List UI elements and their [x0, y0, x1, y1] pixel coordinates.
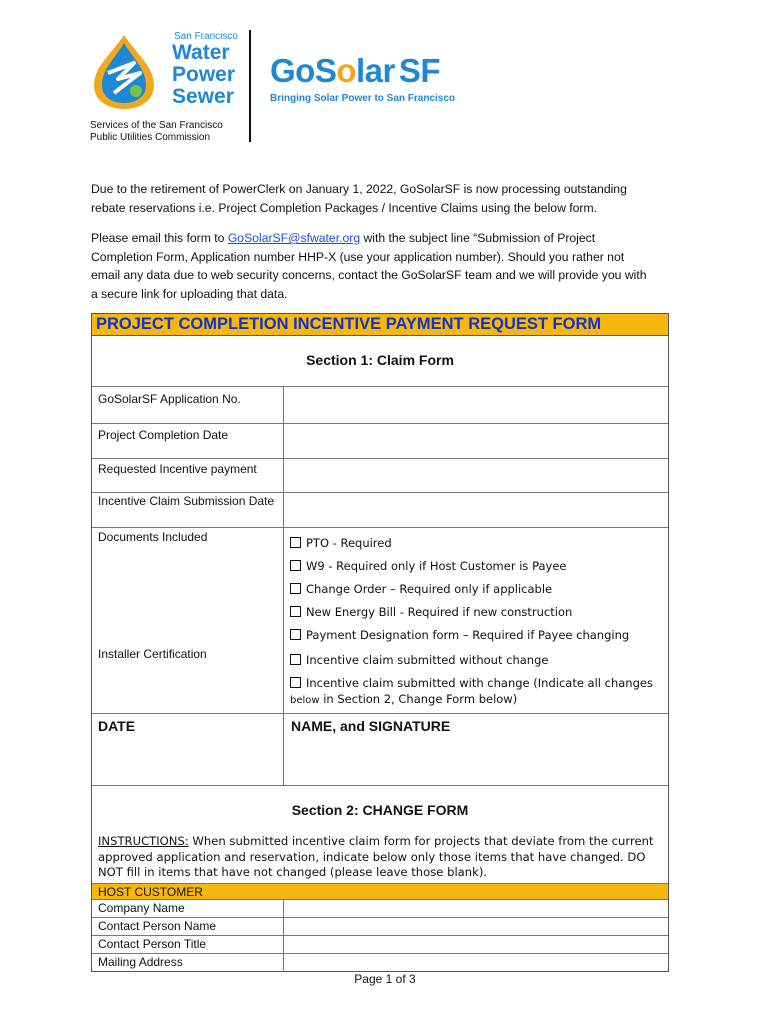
row-installer-certification [92, 645, 668, 714]
sfpuc-services-line1: Services of the San Francisco [90, 120, 223, 131]
date-label: DATE [98, 718, 136, 734]
gosolar-sf: SF [398, 52, 441, 89]
row-submission-date [92, 493, 668, 528]
input-submission-date[interactable] [284, 493, 668, 527]
email-link[interactable]: GoSolarSF@sfwater.org [227, 231, 361, 245]
gosolar-tagline: Bringing Solar Power to San Francisco [270, 93, 456, 104]
row-company-name [92, 900, 668, 918]
water-drop-icon [88, 33, 160, 111]
sfpuc-word-power: Power [172, 63, 236, 86]
intro-paragraph-2 [91, 229, 651, 303]
input-requested-payment[interactable] [284, 459, 668, 492]
input-name-signature[interactable] [284, 738, 668, 784]
row-requested-payment [92, 459, 668, 493]
checkbox-with-change[interactable] [290, 675, 653, 691]
gosolar-go: Go [270, 52, 315, 89]
gosolarsf-logo [270, 52, 440, 90]
section1-title: Section 1: Claim Form [306, 352, 454, 368]
checkbox-icon [290, 654, 301, 665]
cert-option2-small: below [290, 695, 320, 706]
label-documents-included: Documents Included [98, 530, 208, 544]
section1-title-row [92, 336, 668, 387]
row-completion-date [92, 424, 668, 459]
label-submission-date: Incentive Claim Submission Date [98, 494, 275, 508]
instructions-text: When submitted incentive claim form for projects that deviate from the current approved application and reservation, indicate below only those items that have changed. DO NOT fill in items that have not changed (please leave those blank). [98, 834, 654, 879]
cert-option2-line2: in Section 2, Change Form below) [319, 692, 518, 706]
row-application-no [92, 387, 668, 424]
form-title: PROJECT COMPLETION INCENTIVE PAYMENT REQUEST FORM [96, 315, 602, 333]
checkbox-icon [290, 560, 301, 571]
checkbox-icon [290, 606, 301, 617]
form-title-bar [92, 314, 668, 336]
completion-form [91, 313, 669, 972]
checkbox-new-energy-bill[interactable] [290, 604, 572, 620]
section2-title: Section 2: CHANGE FORM [291, 802, 469, 818]
label-application-no: GoSolarSF Application No. [98, 392, 241, 406]
row-contact-name [92, 918, 668, 936]
sfpuc-logo [88, 25, 248, 145]
checkbox-payment-designation[interactable] [290, 627, 629, 643]
row-mailing-address [92, 954, 668, 972]
gosolar-sun-o: o [336, 52, 357, 89]
page-number: Page 1 of 3 [354, 972, 416, 986]
host-customer-label: HOST CUSTOMER [98, 885, 203, 899]
change-form-instructions [98, 834, 664, 881]
input-application-no[interactable] [284, 387, 668, 423]
input-date[interactable] [92, 738, 282, 784]
input-company-name[interactable] [284, 900, 668, 917]
label-contact-name: Contact Person Name [98, 919, 217, 933]
input-contact-name[interactable] [284, 918, 668, 935]
cert-option2-continuation [290, 691, 517, 709]
checkbox-pto[interactable] [290, 535, 392, 551]
logo-divider [249, 30, 251, 142]
input-contact-title[interactable] [284, 936, 668, 953]
gosolar-s: S [314, 52, 337, 89]
sfpuc-services-line2: Public Utilities Commission [90, 132, 211, 143]
checkbox-icon [290, 677, 301, 688]
row-date-signature [92, 714, 668, 786]
checkbox-w9[interactable] [290, 558, 567, 574]
label-company-name: Company Name [98, 901, 185, 915]
name-signature-label: NAME, and SIGNATURE [291, 718, 451, 734]
label-contact-title: Contact Person Title [98, 937, 207, 951]
doc-pto-label: PTO - Required [306, 536, 392, 550]
label-installer-certification: Installer Certification [98, 647, 207, 661]
checkbox-change-order[interactable] [290, 581, 552, 597]
label-requested-payment: Requested Incentive payment [98, 462, 257, 476]
doc-new-energy-bill-label: New Energy Bill - Required if new construction [306, 605, 573, 619]
sfpuc-services-text [90, 120, 250, 144]
input-completion-date[interactable] [284, 424, 668, 458]
cert-option2-line1: Incentive claim submitted with change (Indicate all changes [306, 676, 653, 690]
label-completion-date: Project Completion Date [98, 428, 229, 442]
checkbox-icon [290, 629, 301, 640]
instructions-label: INSTRUCTIONS: [98, 834, 189, 848]
host-customer-bar [92, 883, 668, 900]
cert-option1-label: Incentive claim submitted without change [306, 653, 549, 667]
sfpuc-word-sewer: Sewer [172, 85, 234, 108]
input-mailing-address[interactable] [284, 954, 668, 971]
sfpuc-word-water: Water [172, 41, 230, 64]
sfpuc-small-label: San Francisco [174, 31, 238, 42]
gosolar-lar: lar [356, 52, 395, 89]
label-mailing-address: Mailing Address [98, 955, 183, 969]
checkbox-icon [290, 583, 301, 594]
doc-payment-designation-label: Payment Designation form – Required if Payee changing [306, 628, 630, 642]
intro-para2-before: Please email this form to [91, 231, 228, 245]
intro-paragraph-1: Due to the retirement of PowerClerk on January 1, 2022, GoSolarSF is now processing outstanding rebate reservations i.e. Project Completion Packages / Incentive Claims using the below form. [91, 182, 627, 215]
row-contact-title [92, 936, 668, 954]
checkbox-icon [290, 537, 301, 548]
row-documents-included [92, 528, 668, 645]
checkbox-without-change[interactable] [290, 652, 548, 668]
doc-change-order-label: Change Order – Required only if applicable [306, 582, 553, 596]
intro-para2-after: with the subject line “Submission of Project Completion Form, Application number HHP-X (use your application number). Should you rather not email any data due to web security concerns, contact the GoSolarSF team and we will provide you with a secure link for uploading that data. [91, 231, 647, 301]
doc-w9-label: W9 - Required only if Host Customer is Payee [306, 559, 567, 573]
